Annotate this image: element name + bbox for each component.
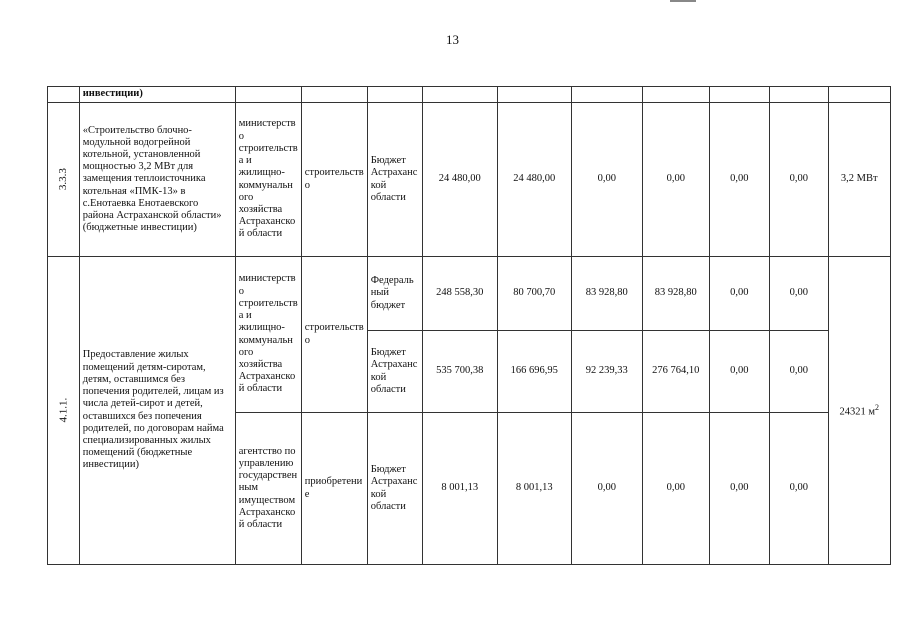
value-cell: 92 239,33 (571, 331, 642, 413)
value-cell: 166 696,95 (497, 331, 571, 413)
row-organization: агентство по управлению государственным имуществом Астраханской области (235, 413, 301, 565)
row-activity: приобретение (301, 413, 367, 565)
row-number: 3.3.3 (57, 167, 70, 190)
page-number: 13 (446, 32, 459, 47)
row-number: 4.1.1. (57, 397, 70, 423)
table-row (48, 257, 891, 331)
row-activity: строительство (301, 103, 367, 257)
value-cell: 248 558,30 (422, 257, 497, 331)
continuation-text: инвестиции) (79, 87, 235, 103)
value-cell: 0,00 (769, 331, 828, 413)
value-cell: 0,00 (769, 103, 828, 257)
value-cell: 0,00 (642, 103, 709, 257)
value-cell: 0,00 (571, 413, 642, 565)
row-description: Предоставление жилых помещений детям-сиротам, детям, оставшимся без попечения родителей, лицам из числа детей-сирот и детей, оставшихся без попечения родителей, по договорам найма специализированных жилых помещений (бюджетные инвестиции) (79, 257, 235, 565)
program-table (47, 86, 891, 565)
row-activity: строительство (301, 257, 367, 413)
value-cell: 0,00 (769, 257, 828, 331)
value-cell: 0,00 (709, 257, 769, 331)
value-cell: 0,00 (769, 413, 828, 565)
row-organization: министерство строительства и жилищно-коммунального хозяйства Астраханской области (235, 103, 301, 257)
row-description: «Строительство блочно-модульной водогрейной котельной, установленной мощностью 3,2 МВт для замещения теплоисточника котельная «ПМК-13» в с.Енотаевка Енотаевского района Астраханской области» (бюджетные инвестиции) (79, 103, 235, 257)
value-cell: 24 480,00 (422, 103, 497, 257)
row-source: Бюджет Астраханской области (367, 103, 422, 257)
row-source: Бюджет Астраханской области (367, 331, 422, 413)
value-cell: 535 700,38 (422, 331, 497, 413)
value-cell: 24 480,00 (497, 103, 571, 257)
value-cell: 83 928,80 (571, 257, 642, 331)
row-source: Федеральный бюджет (367, 257, 422, 331)
value-cell: 0,00 (642, 413, 709, 565)
value-cell: 276 764,10 (642, 331, 709, 413)
value-cell: 80 700,70 (497, 257, 571, 331)
row-source: Бюджет Астраханской области (367, 413, 422, 565)
value-cell: 0,00 (709, 413, 769, 565)
row-result: 24321 $м^2$ (828, 257, 890, 565)
row-organization: министерство строительства и жилищно-коммунального хозяйства Астраханской области (235, 257, 301, 413)
value-cell: 0,00 (709, 103, 769, 257)
row-result: 3,2 МВт (828, 103, 890, 257)
table-row (48, 87, 891, 103)
value-cell: 8 001,13 (422, 413, 497, 565)
scan-mark (670, 0, 696, 2)
value-cell: 0,00 (709, 331, 769, 413)
value-cell: 0,00 (571, 103, 642, 257)
table-row (48, 103, 891, 257)
value-cell: 8 001,13 (497, 413, 571, 565)
value-cell: 83 928,80 (642, 257, 709, 331)
